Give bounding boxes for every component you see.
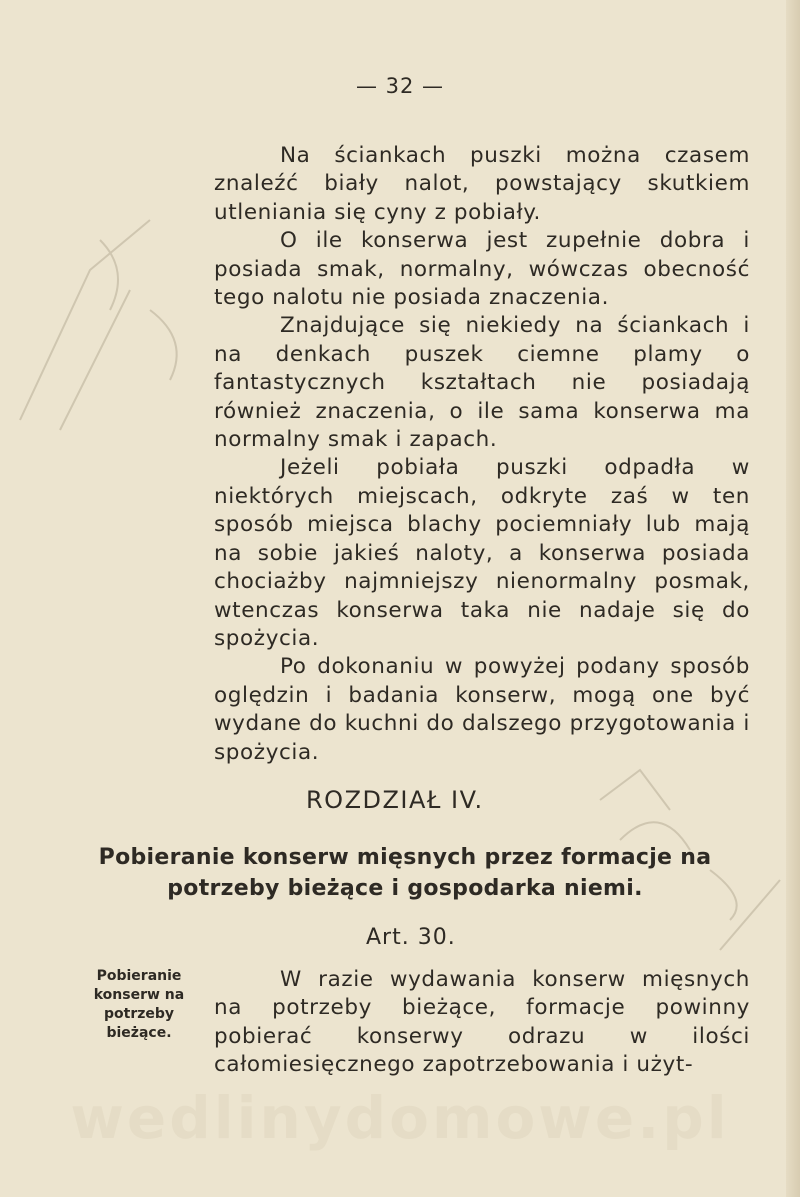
paragraph: Jeżeli pobiała puszki odpadła w niektórych miejscach, odkryte zaś w ten sposób miejsca blachy pociemniały lub mają na sobie jakieś naloty, a konserwa posiada chociażby najmniejszy nienormalny posmak, wtenczas konserwa taka nie nadaje się do spożycia. xyxy=(214,455,750,651)
page-edge-shadow xyxy=(786,0,800,1197)
watermark-text: wedlinydomowe.pl xyxy=(70,1084,730,1152)
section-title-line: potrzeby bieżące i gospodarka niemi. xyxy=(167,876,643,901)
paragraph: Po dokonaniu w powyżej podany sposób oględzin i badania konserw, mogą one być wydane do kuchni do dalszego przygotowania i spożycia. xyxy=(214,654,750,765)
margin-note: Pobieranie konserw na potrzeby bieżące. xyxy=(93,968,185,1041)
article-text xyxy=(214,966,750,1080)
paragraph: W razie wydawania konserw mięsnych na potrzeby bieżące, formacje powinny pobierać konserwy odrazu w ilości całomiesięcznego zapotrzebowania i użyt- xyxy=(214,967,750,1078)
faded-stamp-mark xyxy=(0,180,240,440)
body-text xyxy=(214,142,750,767)
paragraph: Znajdujące się niekiedy na ściankach i na denkach puszek ciemne plamy o fantastycznych kształtach nie posiadają również znaczenia, o ile sama konserwa ma normalny smak i zapach. xyxy=(214,313,750,453)
section-title-line: Pobieranie konserw mięsnych przez formacje na xyxy=(98,845,712,870)
section-title xyxy=(60,842,750,904)
paragraph: O ile konserwa jest zupełnie dobra i posiada smak, normalny, wówczas obecność tego nalotu nie posiada znaczenia. xyxy=(214,228,750,311)
chapter-heading: ROZDZIAŁ IV. xyxy=(306,786,484,814)
paragraph: Na ściankach puszki można czasem znaleźć biały nalot, powstający skutkiem utleniania się cyny z pobiały. xyxy=(214,143,750,225)
article-number: Art. 30. xyxy=(366,925,456,950)
page-number: — 32 — xyxy=(355,74,445,98)
